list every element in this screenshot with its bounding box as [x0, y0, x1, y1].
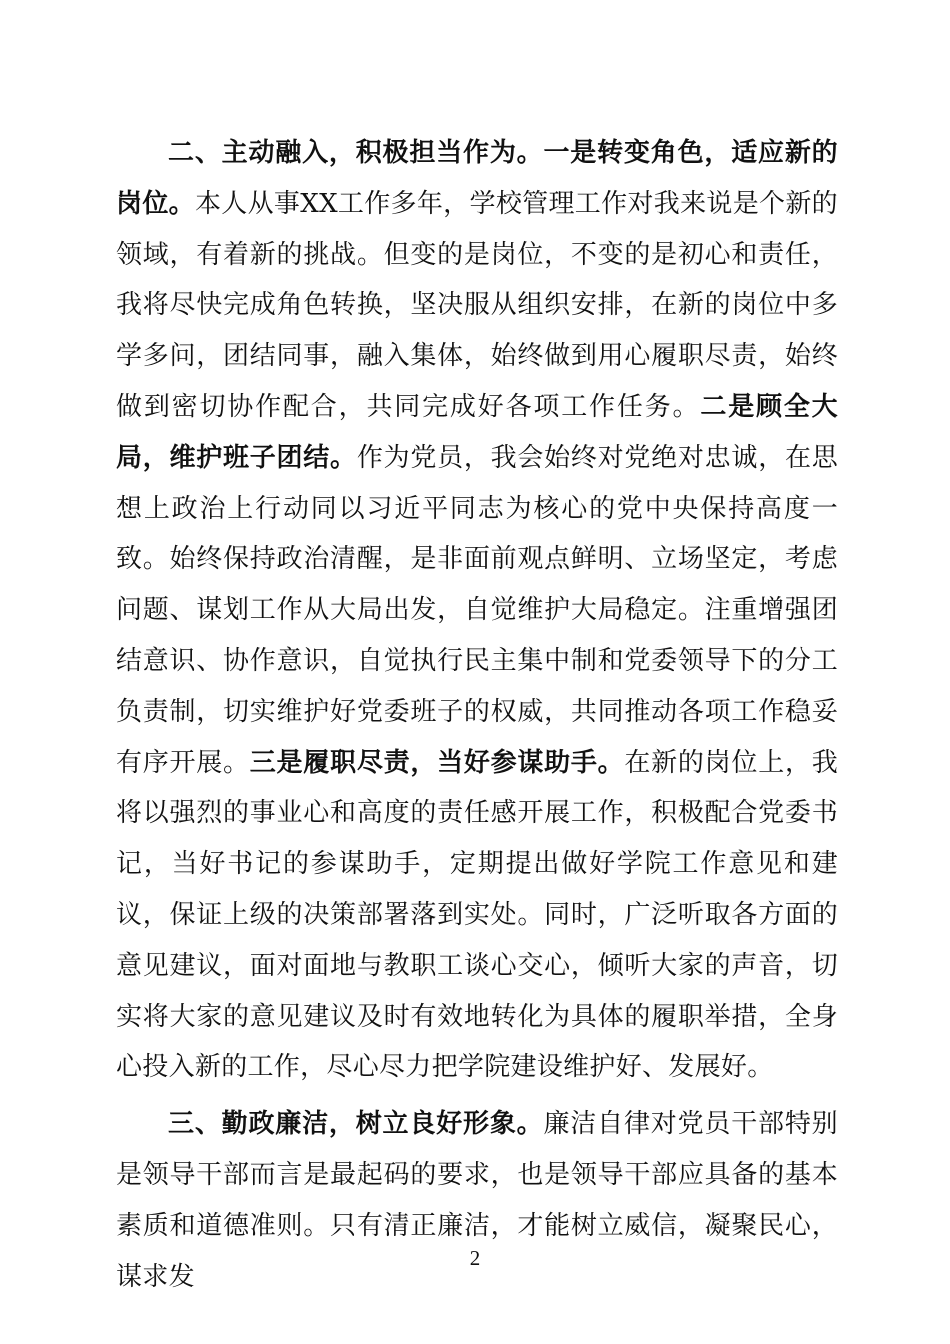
point-heading: 二是顾全大局，维护班子团结。	[116, 391, 838, 473]
body-sentence: 本人从事XX工作多年，学校管理工作对我来说是个新的领域，有着新的挑战。但变的是岗位，不变的是初心和责任，我将尽快完成角色转换，坚决服从组织安排，在新的岗位中多学多问，团结同事，融入集体，始终做到用心履职尽责，始终做到密切协作配合，共同完成好各项工作任务。	[116, 188, 838, 422]
page-number: 2	[469, 1246, 481, 1270]
body-sentence: 作为党员，我会始终对党绝对忠诚，在思想上政治上行动同以习近平同志为核心的党中央保持高度一致。始终保持政治清醒，是非面前观点鲜明、立场坚定，考虑问题、谋划工作从大局出发，自觉维护大局稳定。注重增强团结意识、协作意识，自觉执行民主集中制和党委领导下的分工负责制，切实维护好党委班子的权威，共同推动各项工作稳妥有序开展。	[116, 442, 839, 778]
body-sentence: 在新的岗位上，我将以强烈的事业心和高度的责任感开展工作，积极配合党委书记，当好书记的参谋助手，定期提出做好学院工作意见和建议，保证上级的决策部署落到实处。同时，广泛听取各方面的意见建议，面对面地与教职工谈心交心，倾听大家的声音，切实将大家的意见建议及时有效地转化为具体的履职举措，全身心投入新的工作，尽心尽力把学院建设维护好、发展好。	[116, 747, 839, 1083]
paragraph-section-three	[116, 1099, 838, 1302]
section-heading: 二、主动融入，积极担当作为。	[168, 138, 544, 168]
section-heading: 三、勤政廉洁，树立良好形象。	[168, 1109, 544, 1140]
paragraph-section-two	[116, 128, 838, 1093]
point-heading: 一是转变角色，适应新的岗位。	[116, 138, 838, 219]
body-sentence: 廉洁自律对党员干部特别是领导干部而言是最起码的要求，也是领导干部应具备的基本素质和道德准则。只有清正廉洁，才能树立威信，凝聚民心，谋求发	[116, 1109, 838, 1292]
point-heading: 三是履职尽责，当好参谋助手。	[249, 747, 625, 778]
body-text	[116, 128, 838, 1302]
